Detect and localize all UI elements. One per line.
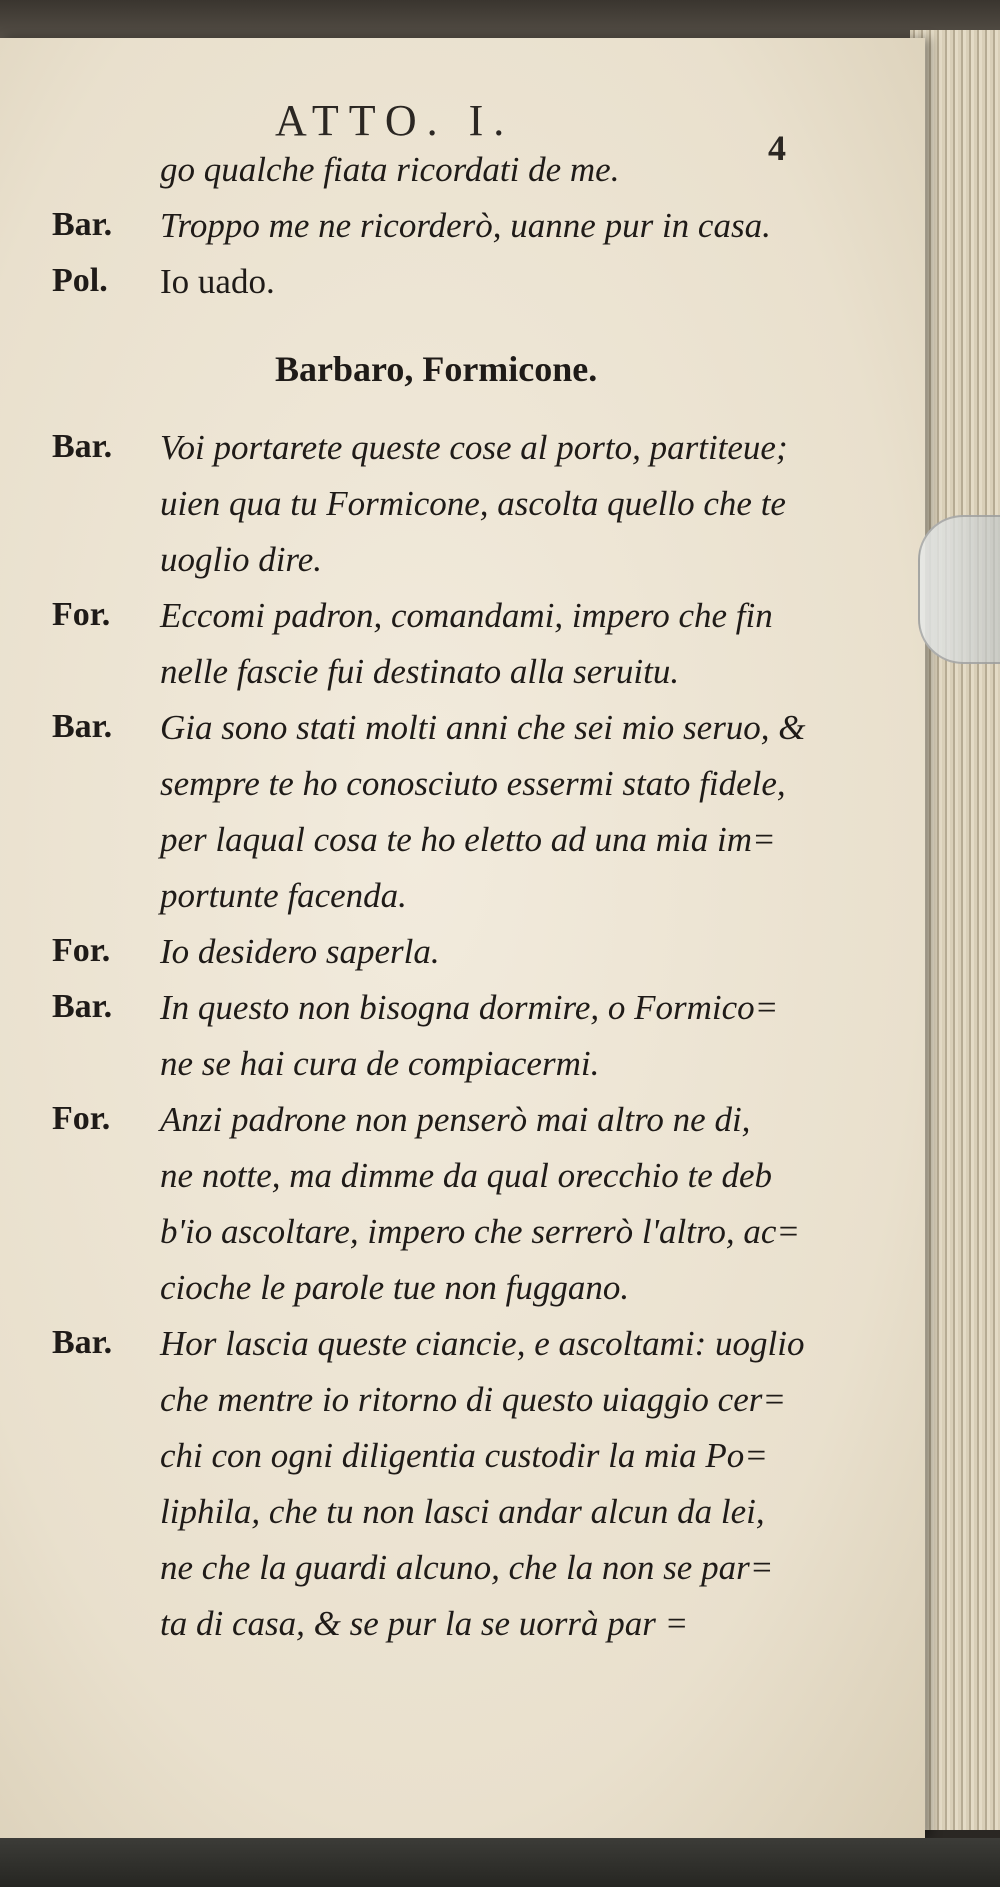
scene-heading [0,318,925,428]
dialogue-line [0,1380,925,1436]
dialogue-line [0,764,925,820]
line-text: ne notte, ma dimme da qual orecchio te deb [160,1156,773,1195]
speaker-label: For. [52,932,111,969]
line-text: ne se hai cura de compiacermi. [160,1044,600,1083]
line-text: b'io ascoltare, impero che serrerò l'altro, ac= [160,1212,800,1251]
dialogue-line [0,428,925,484]
dialogue-line [0,708,925,764]
line-text: uien qua tu Formicone, ascolta quello che te [160,484,786,523]
line-text: sempre te ho conosciuto essermi stato fidele, [160,764,786,803]
line-text: chi con ogni diligentia custodir la mia Po= [160,1436,768,1475]
dialogue-line [0,652,925,708]
text-line [0,262,925,318]
line-text: In questo non bisogna dormire, o Formico= [160,988,779,1027]
dialogue-line [0,1156,925,1212]
dialogue-line [0,1100,925,1156]
page-header [0,95,925,168]
dialogue-line [0,820,925,876]
dialogue-line [0,1324,925,1380]
dialogue-line [0,596,925,652]
line-text: che mentre io ritorno di questo uiaggio cer= [160,1380,786,1419]
dialogue-line [0,1436,925,1492]
speaker-label: For. [52,1100,111,1137]
dialogue-line [0,1548,925,1604]
speaker-label: Pol. [52,262,108,299]
dialogue-line [0,484,925,540]
line-text: liphila, che tu non lasci andar alcun da lei, [160,1492,765,1531]
page-text [0,150,925,1660]
line-text: uoglio dire. [160,540,323,579]
running-head: ATTO. I. [275,96,515,145]
speaker-label: For. [52,596,111,633]
line-text: go qualche fiata ricordati de me. [160,150,620,189]
dialogue-line [0,1604,925,1660]
text-line [0,150,925,206]
line-text: nelle fascie fui destinato alla seruitu. [160,652,680,691]
speaker-label: Bar. [52,206,113,243]
text-line [0,206,925,262]
speaker-label: Bar. [52,708,113,745]
line-text: Io desidero saperla. [160,932,440,971]
line-text: Hor lascia queste ciancie, e ascoltami: uoglio [160,1324,805,1363]
dialogue-line [0,932,925,988]
dialogue-line [0,1268,925,1324]
dialogue-line [0,876,925,932]
book-binding-bottom [0,1838,1000,1887]
line-text: portunte facenda. [160,876,407,915]
line-text: Eccomi padron, comandami, impero che fin [160,596,773,635]
line-text: Gia sono stati molti anni che sei mio seruo, & [160,708,806,747]
line-text: Anzi padrone non penserò mai altro ne di, [160,1100,751,1139]
line-text: cioche le parole tue non fuggano. [160,1268,630,1307]
dialogue [0,428,925,1660]
dialogue-line [0,540,925,596]
dialogue-line [0,1492,925,1548]
dialogue-line [0,1044,925,1100]
dialogue-line [0,988,925,1044]
speaker-label: Bar. [52,428,113,465]
speaker-label: Bar. [52,1324,113,1361]
line-text: Voi portarete queste cose al porto, partiteue; [160,428,788,467]
speaker-label: Bar. [52,988,113,1025]
page-clip [918,515,1000,664]
dialogue-line [0,1212,925,1268]
page-number: 4 [768,128,786,168]
line-text: Troppo me ne ricorderò, uanne pur in casa. [160,206,771,245]
line-text: Io uado. [160,262,275,301]
line-text: per laqual cosa te ho eletto ad una mia im= [160,820,776,859]
scene-heading-text: Barbaro, Formicone. [275,349,598,389]
line-text: ne che la guardi alcuno, che la non se par= [160,1548,774,1587]
line-text: ta di casa, & se pur la se uorrà par = [160,1604,689,1643]
